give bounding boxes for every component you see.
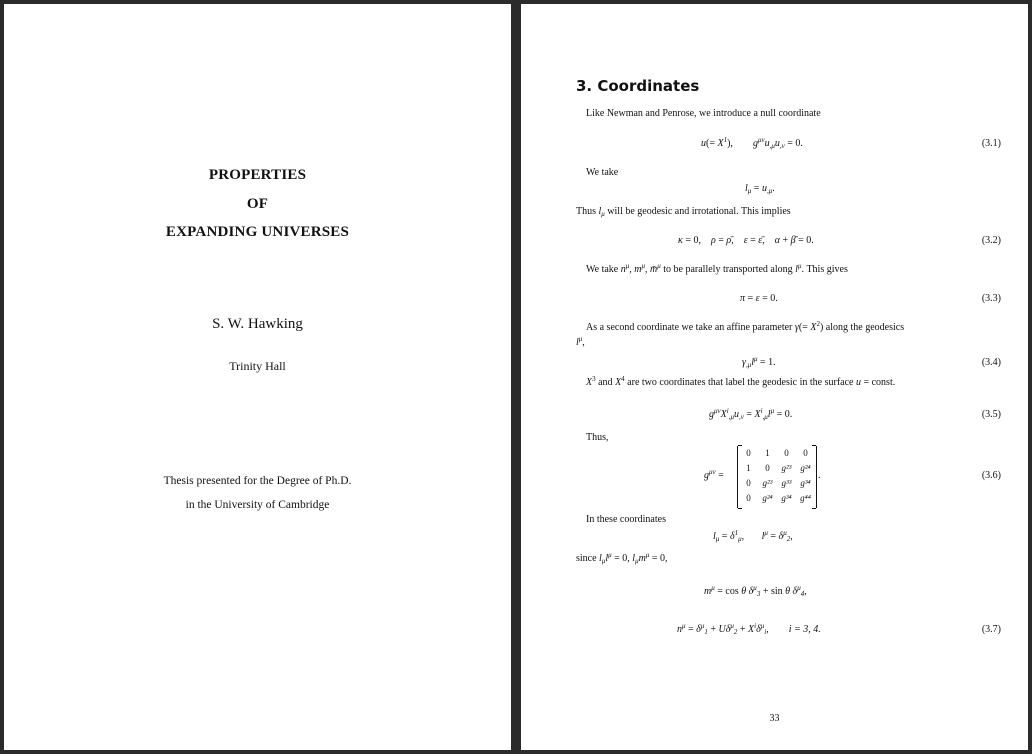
title-line-1: PROPERTIES xyxy=(208,167,307,183)
paragraph-4: We take $n^\mu$, $m^\mu$, m̄$^\mu$ to be parallely transported along $l^\mu$. This gives xyxy=(586,262,848,275)
matrix-cell: g²³ xyxy=(762,478,773,488)
equation-3-7: $n^\mu = \delta^\mu_1 + U\delta^\mu_2 + X^i\delta^\mu_i$, i = 3, 4. xyxy=(677,622,821,636)
equation-3-4: $\gamma_{,\mu}l^\mu = 1$. xyxy=(742,355,776,369)
equation-number-3-4: (3.4) xyxy=(981,357,1001,368)
matrix-cell: 1 xyxy=(765,448,770,458)
title-line-2: OF xyxy=(246,196,269,212)
paragraph-3: Thus $l_\mu$ will be geodesic and irrotational. This implies xyxy=(576,206,791,218)
matrix-cell: 1 xyxy=(746,463,751,473)
paragraph-5-cont: $l^\mu$, xyxy=(576,335,585,348)
paragraph-5: As a second coordinate we take an affine parameter $\gamma(= X^2)$ along the geodesics xyxy=(586,320,905,333)
matrix-cell: 0 xyxy=(803,448,808,458)
paragraph-9: since $l_\mu l^\mu = 0$, $l_\mu m^\mu = 0$, xyxy=(576,551,668,565)
index-range: i = 3, 4. xyxy=(788,624,821,635)
paragraph-6: $X^3$ and $X^4$ are two coordinates that label the geodesic in the surface u = const. xyxy=(586,375,896,388)
equation-m-mu: $m^\mu = \cos \theta$ $\delta^\mu_3 + \sin \theta$ $\delta^\mu_4$, xyxy=(704,584,807,598)
equation-3-2: κ = 0, ρ = ρ̄, ε = ε̄, α + β̄ = 0. xyxy=(678,235,814,246)
college-name: Trinity Hall xyxy=(229,359,286,373)
paragraph-8: In these coordinates xyxy=(586,514,666,525)
matrix-cell: g³³ xyxy=(781,478,792,488)
matrix-cell: g³⁴ xyxy=(781,493,792,503)
matrix-cell: 0 xyxy=(746,478,751,488)
matrix-period: . xyxy=(818,470,821,481)
content-page xyxy=(521,4,1028,750)
matrix-cell: g²⁴ xyxy=(762,493,773,503)
thesis-line-1: Thesis presented for the Degree of Ph.D. xyxy=(163,475,352,487)
equation-3-5: $g^{\mu\nu}X^i_{,\mu}u_{,\nu} = X^i_{,\mu}l^\mu = 0$. xyxy=(709,407,793,421)
matrix-cell: g²⁴ xyxy=(800,463,811,473)
paragraph-7: Thus, xyxy=(586,432,609,443)
equation-number-3-6: (3.6) xyxy=(981,470,1001,481)
title-page xyxy=(4,4,511,750)
equation-number-3-2: (3.2) xyxy=(981,235,1001,246)
thesis-line-2: in the University of Cambridge xyxy=(185,499,330,511)
matrix-cell: g⁴⁴ xyxy=(800,493,811,503)
matrix-cell: g²³ xyxy=(781,463,792,473)
matrix-lhs: $g^{\mu\nu}$ = xyxy=(704,468,724,481)
equation-3-3: π = ε = 0. xyxy=(740,293,778,304)
paragraph-2: We take xyxy=(586,167,619,178)
equation-3-1: $u(= X^1)$, $g^{\mu\nu}u_{,\mu}u_{,\nu} = 0$. xyxy=(701,136,803,150)
section-heading: 3. Coordinates xyxy=(576,77,700,95)
equation-l-mu: $l_\mu = u_{,\mu}$. xyxy=(745,183,775,195)
paragraph-1: Like Newman and Penrose, we introduce a null coordinate xyxy=(586,108,821,119)
equation-number-3-7: (3.7) xyxy=(981,624,1001,635)
equation-number-3-3: (3.3) xyxy=(981,293,1001,304)
page-number: 33 xyxy=(769,713,780,724)
matrix-cell: 0 xyxy=(746,493,751,503)
matrix-cell: 0 xyxy=(765,463,770,473)
equation-number-3-5: (3.5) xyxy=(981,409,1001,420)
matrix-cell: 0 xyxy=(784,448,789,458)
author-name: S. W. Hawking xyxy=(212,316,303,332)
equation-coord-basis: $l_\mu = \delta^1_\mu$, $l^\mu = \delta^\mu_2$, xyxy=(713,529,793,543)
metric-matrix xyxy=(737,446,817,508)
matrix-cell: g³⁴ xyxy=(800,478,811,488)
title-line-3: EXPANDING UNIVERSES xyxy=(165,224,350,240)
matrix-cell: 0 xyxy=(746,448,751,458)
equation-number-3-1: (3.1) xyxy=(981,138,1001,149)
